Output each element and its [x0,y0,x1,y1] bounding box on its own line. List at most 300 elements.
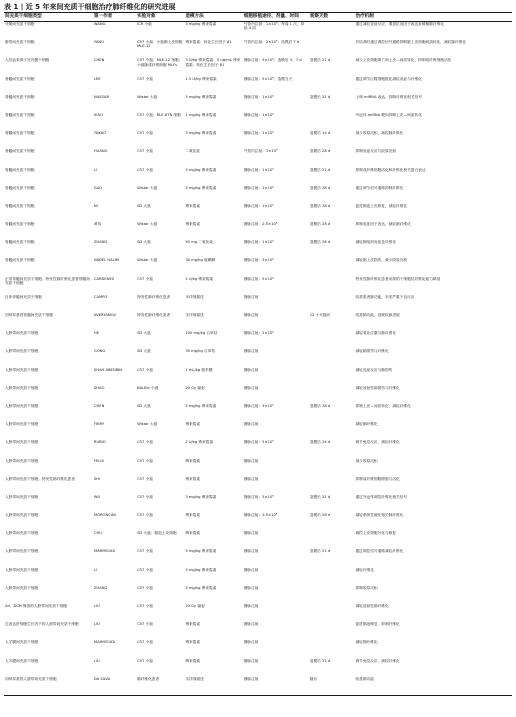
cell-mechanism [354,131,512,149]
table-row [4,186,512,204]
cell-subject-text: C57 小鼠 [137,167,153,172]
cell-mechanism-text: 上调 miRNA 表达，抑制纤维化相关信号 [355,94,422,99]
cell-mechanism [354,459,512,477]
cell-transplant [243,58,309,76]
cell-first-author-text: SHI [93,476,101,481]
cell-msc-type [4,349,93,367]
cell-msc-type-text: 人脐带间充质干细胞 [5,531,39,536]
cell-model-method-text: 50 mg 二氧化硅 [185,240,214,245]
cell-subject-text: ICR 小鼠 [137,22,152,26]
cell-msc-type-text: 脐带间充质干细胞 [5,40,35,45]
table-row [4,313,512,331]
cell-msc-type-text: 骨髓间充质干细胞 [5,94,35,99]
cell-subject [136,222,184,240]
cell-mechanism [354,568,512,586]
cell-observation-days-text [310,113,354,131]
cell-msc-type [4,459,93,477]
cell-subject [136,77,184,95]
cell-transplant [243,204,309,222]
cell-transplant [243,604,309,622]
table-row [4,440,512,458]
cell-subject-text: C57 小鼠 [137,549,153,554]
cell-transplant-text: 气管内注射：1×10⁶；每周 1 次，持续 4 周 [243,22,305,31]
cell-msc-type-text: 过表达肝细胞生长因子的人脐带间充质干细胞 [5,622,79,627]
cell-first-author-text: MAHMOUDI [93,640,116,645]
cell-first-author [93,95,136,113]
cell-observation-days [309,459,355,477]
cell-subject [136,58,184,76]
cell-observation-days [309,659,355,677]
cell-subject [136,313,184,331]
cell-observation-days-text [310,622,354,640]
cell-observation-days [309,22,355,41]
cell-first-author [93,313,136,331]
cell-mechanism-text: 减轻放射性肺损伤与纤维化 [355,385,400,390]
header-first-author: 第一作者 [93,14,113,19]
cell-first-author-text: CAMPO [93,294,108,299]
cell-model-method [184,149,242,167]
table-row [4,149,512,167]
cell-transplant-text: 静脉注射 [243,567,259,572]
table-row [4,531,512,549]
cell-mechanism-text: 减轻系统性硬化相关肺纤维化 [355,513,404,518]
cell-model-method [184,313,242,331]
cell-observation-days-text [310,604,354,622]
cell-first-author [93,404,136,422]
cell-model-method-text: 博来霉素 [185,658,201,663]
cell-transplant [243,149,309,167]
cell-msc-type [4,677,93,696]
cell-msc-type [4,258,93,276]
cell-first-author [93,22,136,41]
cell-transplant [243,186,309,204]
cell-subject [136,95,184,113]
cell-model-method [184,640,242,658]
cell-model-method-text: 5 mg/kg 博来霉素 [185,567,217,572]
cell-observation-days [309,295,355,313]
cell-observation-days-text: 造模后 28 d [309,513,331,518]
cell-subject-text: C57 小鼠 [137,622,153,627]
cell-first-author [93,677,136,696]
cell-observation-days [309,586,355,604]
cell-subject-text: 特发性肺纤维化患者 [137,294,171,299]
cell-observation-days [309,168,355,186]
cell-msc-type [4,477,93,495]
cell-first-author-text: LIU [93,622,100,627]
cell-msc-type-text: 牙龈间充质干细胞 [5,22,35,26]
cell-first-author-text: AVERYANOV [93,313,116,317]
cell-first-author-text: RUBIO [93,440,106,445]
cell-subject-text: Wistar 大鼠 [137,185,158,190]
cell-observation-days [309,186,355,204]
cell-mechanism-text: 通过外泌体调控纤维化相关信号 [355,494,408,499]
cell-mechanism-text: 改善肺功能 [355,676,374,681]
cell-observation-days [309,149,355,167]
cell-subject [136,22,184,41]
cell-subject-text: C57 小鼠 [137,476,153,481]
cell-first-author-text: NASSAR [93,94,110,99]
cell-first-author [93,531,136,549]
cell-observation-days-text [310,531,354,549]
table-row [4,568,512,586]
cell-first-author [93,386,136,404]
cell-msc-type-text: 人脐带间充质干细胞 [5,349,39,354]
cell-model-method-text: 博来霉素 [185,422,201,427]
cell-subject-text: C57 小鼠 [137,604,153,608]
cell-msc-type-text: 人脐带间充质干细胞 [5,422,39,427]
cell-transplant [243,640,309,658]
cell-first-author-text: WANG [93,22,106,26]
cell-observation-days [309,331,355,349]
table-row [4,622,512,640]
cell-observation-days-text [310,422,354,440]
cell-observation-days [309,113,355,131]
cell-first-author [93,168,136,186]
cell-msc-type [4,640,93,658]
cell-mechanism [354,495,512,513]
cell-subject-text: SD 大鼠 [137,349,151,354]
cell-transplant [243,386,309,404]
cell-first-author-text: NI [93,203,98,208]
cell-first-author-text: WU [93,494,101,499]
cell-observation-days [309,477,355,495]
cell-mechanism [354,95,512,113]
cell-subject [136,258,184,276]
cell-first-author [93,368,136,386]
cell-first-author-text: LEE [93,76,101,81]
cell-mechanism [354,386,512,404]
cell-model-method [184,549,242,567]
cell-observation-days-text [310,22,354,40]
table-row [4,131,512,149]
cell-msc-type [4,113,93,131]
table-row [4,368,512,386]
cell-subject [136,586,184,604]
cell-model-method-text: 30 mg/kg 百草枯 [185,349,216,354]
cell-transplant-text: 静脉注射：1×10⁶ [243,112,274,117]
cell-transplant-text: 气管内注射：2×10⁵；造模后 7 d [243,40,300,45]
cell-observation-days-text: 造模后 21 d [309,494,331,499]
cell-subject-text: C57 小鼠 [137,640,153,645]
cell-mechanism-text: 减轻炎症反应与肺损伤 [355,367,393,372]
cell-observation-days-text [310,331,354,349]
cell-first-author [93,258,136,276]
cell-mechanism [354,659,512,677]
cell-mechanism-text: 减轻放射性肺纤维化 [355,604,389,608]
cell-model-method-text: 5 mg/kg 博来霉素 [185,185,217,190]
cell-first-author [93,568,136,586]
cell-msc-type-text: 人脐带间充质干细胞 [5,385,39,390]
cell-msc-type-text: 人脐带间充质干细胞 [5,549,39,554]
cell-subject [136,404,184,422]
cell-subject [136,440,184,458]
cell-subject-text: SD 大鼠 [137,240,151,245]
table-row [4,640,512,658]
cell-observation-days-text [310,368,354,386]
cell-subject-text: C57 小鼠 [137,658,153,663]
cell-subject-text: C57 小鼠；MLE-12 细胞；小鼠肺成纤维细胞 MLFs [137,58,183,67]
cell-subject-text: C57 小鼠 [137,513,153,518]
cell-subject [136,659,184,677]
cell-model-method [184,349,242,367]
table-row [4,77,512,95]
cell-model-method [184,659,242,677]
cell-observation-days [309,386,355,404]
cell-subject-text: C57 小鼠 [137,76,153,81]
cell-mechanism-text: 抑制炎症因子表达，减轻肺纤维化 [355,222,411,227]
cell-model-method [184,204,242,222]
cell-first-author [93,495,136,513]
cell-msc-type-text: 人脐带间充质干细胞 [5,458,39,463]
cell-first-author-text: GAO [93,185,103,190]
cell-observation-days-text: 12 个月随访 [309,313,331,317]
table-row [4,204,512,222]
cell-mechanism-text: 减少胶原沉积 [355,458,378,463]
table-row [4,549,512,567]
cell-transplant-text: 静脉注射 [243,585,259,590]
cell-model-method-text: 5 mg/kg 博来霉素 [185,167,217,172]
cell-model-method-text: 100 mg/kg 百草枯 [185,331,218,336]
cell-model-method [184,40,242,58]
cell-mechanism [354,40,512,58]
cell-subject [136,477,184,495]
cell-first-author [93,640,136,658]
cell-model-method [184,113,242,131]
cell-first-author-text: GONG [93,349,106,354]
cell-observation-days [309,131,355,149]
cell-model-method [184,368,242,386]
cell-msc-type [4,168,93,186]
cell-msc-type-text: 骨髓间充质干细胞 [5,258,35,263]
cell-transplant [243,131,309,149]
cell-observation-days-text: 造模后 24 d [309,440,331,445]
table-row [4,240,512,258]
cell-msc-type [4,622,93,640]
cell-mechanism-text: 抑制炎症反应与胶原沉积 [355,149,397,154]
cell-mechanism-text: 减少胶原沉积，减轻肺纤维化 [355,131,404,136]
cell-model-method-text: 5 mg/kg 博来霉素 [185,22,217,26]
cell-transplant-text: 静脉注射 [243,367,259,372]
cell-subject [136,531,184,549]
cell-transplant [243,277,309,295]
cell-observation-days-text: 造模后 21 d [309,658,331,663]
cell-mechanism-text: 促进肺泡上皮修复，减轻纤维化 [355,203,408,208]
cell-observation-days-text: 造模后 28 d [309,203,331,208]
cell-first-author [93,204,136,222]
cell-first-author [93,513,136,531]
cell-transplant-text: 静脉注射：5×10⁵ [243,494,274,499]
cell-msc-type [4,77,93,95]
cell-model-method [184,459,242,477]
cell-msc-type [4,549,93,567]
cell-msc-type-text: 骨髓间充质干细胞 [5,185,35,190]
cell-subject [136,240,184,258]
cell-model-method [184,568,242,586]
cell-subject-text: C57 小鼠 [137,567,153,572]
cell-first-author-text: HUANG [93,149,108,154]
cell-transplant [243,659,309,677]
cell-transplant-text: 静脉注射：2×10⁶ [243,331,274,336]
cell-transplant-text: 静脉注射：5×10⁵；造模后 3、7 d [243,58,302,63]
cell-subject [136,186,184,204]
cell-subject-text: C57 小鼠 [137,149,153,154]
cell-subject [136,640,184,658]
cell-mechanism-text: 外泌体 miRNA 靶向抑制上皮—间质转化 [355,112,422,117]
cell-model-method-text: 博来霉素 [185,203,201,208]
cell-model-method-text: 2 U/kg 博来霉素 [185,440,214,445]
cell-msc-type-text: 骨髓间充质干细胞 [5,240,35,245]
cell-model-method-text: 博来霉素 [185,640,201,645]
cell-msc-type [4,568,93,586]
cell-observation-days [309,204,355,222]
cell-model-method [184,186,242,204]
cell-model-method-text: 博来霉素 [185,531,201,536]
cell-observation-days-text: 造模后 21 d [309,549,331,554]
header-subject: 实验对象 [137,14,156,19]
cell-msc-type [4,295,93,313]
cell-observation-days-text [310,277,354,295]
cell-subject-text: SD 大鼠 [137,203,151,208]
cell-msc-type-text: 骨髓间充质干细胞 [5,222,35,227]
cell-first-author-text: XIAO [93,112,103,117]
cell-observation-days [309,513,355,531]
cell-first-author-text: LI [93,567,98,572]
cell-mechanism-text: 促进肺泡修复，抑制纤维化 [355,622,400,627]
cell-transplant [243,459,309,477]
cell-mechanism [354,477,512,495]
cell-msc-type-text: 同种异基因骨髓间充质干细胞 [5,313,53,317]
table-row [4,386,512,404]
cell-transplant-text: 静脉注射：1×10⁶ [243,203,274,208]
table-row [4,659,512,677]
cell-transplant-text: 静脉注射 [243,422,259,427]
cell-mechanism [354,295,512,313]
cell-subject-text: C57 小鼠 [137,494,153,499]
cell-observation-days-text [310,640,354,658]
research-table [4,12,512,696]
cell-mechanism-text: 减轻纤维化 [355,567,374,572]
header-observation-days: 观察天数 [309,14,329,19]
cell-transplant-text: 静脉注射：2.5×10⁶ [243,222,278,227]
cell-transplant-text: 静脉注射：5×10⁵ [243,440,274,445]
table-row [4,222,512,240]
cell-msc-type [4,495,93,513]
cell-observation-days [309,640,355,658]
cell-model-method [184,295,242,313]
cell-first-author-text: MORONCINI [93,513,116,518]
cell-subject-text: 特发性肺纤维化患者 [137,313,171,317]
cell-model-method-text: 博来霉素 [185,622,201,627]
cell-first-author [93,659,136,677]
cell-mechanism-text: 减轻氧化应激与肺纤维化 [355,331,397,336]
cell-observation-days [309,349,355,367]
cell-subject-text: C57 小鼠 [137,440,153,445]
cell-mechanism [354,549,512,567]
cell-subject-text: C57 小鼠；RLE-6TN 细胞 [137,112,181,117]
table-body [4,22,512,696]
cell-transplant-text: 静脉注射：1×10⁶ [243,240,274,245]
cell-msc-type [4,659,93,677]
cell-mechanism [354,240,512,258]
cell-msc-type-text: 人脐带间充质干细胞 [5,331,39,336]
cell-subject-text: SD 大鼠 [137,331,151,336]
cell-mechanism-text: 特发性肺纤维化患者来源的干细胞抗纤维化能力降低 [355,276,441,281]
cell-msc-type-text: 人经血来源子宫内膜干细胞 [5,58,50,63]
cell-observation-days [309,604,355,622]
cell-model-method [184,422,242,440]
cell-model-method [184,240,242,258]
header-transplant: 细胞移植途径、剂量、时间 [243,14,299,19]
table-row [4,404,512,422]
cell-msc-type-text: 人脐带间充质干细胞 [5,367,39,372]
cell-first-author [93,58,136,76]
cell-subject [136,40,184,58]
cell-mechanism [354,186,512,204]
cell-first-author [93,622,136,640]
cell-subject-text: SD 大鼠 [137,403,151,408]
cell-first-author-text: CHEN [93,58,105,63]
cell-model-method-text: 博来霉素 [185,222,201,227]
table-row [4,477,512,495]
cell-msc-type [4,40,93,58]
cell-observation-days [309,440,355,458]
table-row [4,331,512,349]
cell-model-method-text: 20 Gy 辐射 [185,604,205,608]
cell-subject [136,349,184,367]
cell-subject [136,149,184,167]
cell-transplant [243,549,309,567]
cell-model-method [184,440,242,458]
cell-model-method [184,77,242,95]
cell-mechanism [354,368,512,386]
cell-transplant-text: 静脉注射：5×10⁵；造模当天 [243,76,293,81]
cell-transplant [243,440,309,458]
cell-subject [136,113,184,131]
cell-mechanism [354,440,512,458]
cell-mechanism [354,586,512,604]
cell-transplant-text: 静脉注射 [243,622,259,627]
cell-observation-days [309,568,355,586]
cell-msc-type [4,386,93,404]
cell-model-method-text: 3 U/kg 博来霉素；5 ng/mL 博来霉素；转化生长因子 β1 [185,58,241,67]
cell-subject-text: C57 小鼠 [137,458,153,463]
cell-transplant [243,295,309,313]
cell-mechanism [354,331,512,349]
table-row [4,168,512,186]
cell-transplant [243,368,309,386]
cell-transplant-text: 静脉注射：2.5×10⁵ [243,513,278,518]
cell-mechanism-text: 改善肺功能，延缓疾病进展 [355,313,400,317]
cell-msc-type-text: 人脐带间充质干细胞 [5,403,39,408]
cell-msc-type [4,368,93,386]
cell-first-author [93,422,136,440]
cell-first-author-text: ABDEL HALIM [93,258,119,263]
cell-subject [136,277,184,295]
cell-msc-type-text: 人脐带间充质干细胞 [5,494,39,499]
cell-msc-type [4,95,93,113]
cell-model-method [184,604,242,622]
cell-first-author-text: LI [93,167,98,172]
cell-model-method [184,258,242,276]
cell-observation-days [309,404,355,422]
cell-subject [136,568,184,586]
cell-mechanism-text: 改善患者肺功能，未见严重不良反应 [355,294,415,299]
cell-transplant [243,422,309,440]
cell-first-author [93,149,136,167]
cell-transplant [243,677,309,696]
cell-transplant-text: 静脉注射 [243,349,259,354]
cell-observation-days-text: 随访 [309,676,318,681]
